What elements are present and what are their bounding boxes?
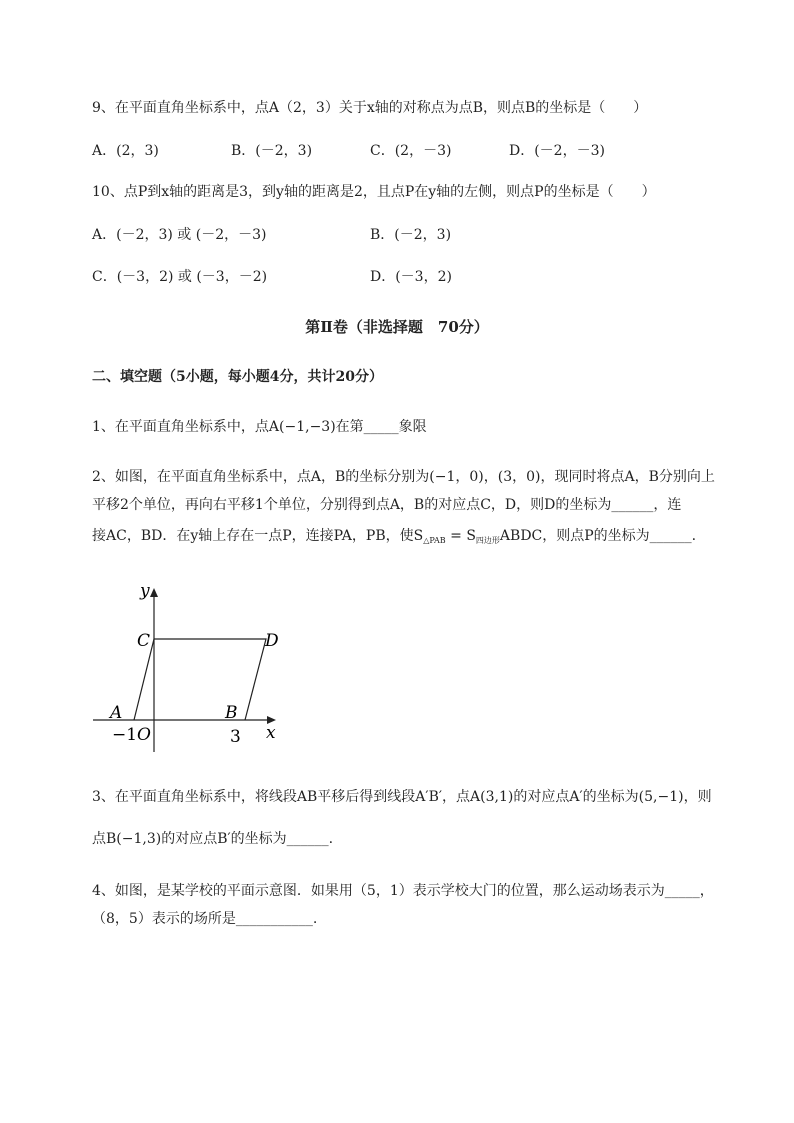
- fill-q4-line2: （8，5）表示的场所是___________.: [92, 911, 318, 927]
- area-subscript-quadrilateral: 四边形: [475, 536, 500, 545]
- tick-label-3: 3: [230, 727, 241, 747]
- q10-option-a: A．(－2，3) 或 (－2，－3): [92, 227, 267, 243]
- area-subscript-triangle: △PAB: [423, 536, 446, 545]
- point-label-b: B: [225, 703, 238, 723]
- q9-option-b: B．(－2，3): [231, 143, 313, 159]
- q9-stem: 9、在平面直角坐标系中，点A（2，3）关于x轴的对称点为点B，则点B的坐标是（ ）: [92, 100, 648, 116]
- point-label-d: D: [265, 631, 279, 651]
- q9-option-a: A．(2，3): [92, 143, 159, 159]
- q10-option-c: C．(－3，2) 或 (－3，－2): [92, 269, 268, 285]
- point-label-a: A: [110, 703, 123, 723]
- y-axis-arrow: [150, 588, 158, 597]
- fill-q1: 1、在平面直角坐标系中，点A(−1,−3)在第_____象限: [92, 419, 427, 435]
- fill-q2-line1: 2、如图，在平面直角坐标系中，点A，B的坐标分别为(−1，0)，(3，0)，现同时将点A，B分别向上: [92, 469, 715, 485]
- section-title: 第Ⅱ卷（非选择题 70分）: [305, 318, 489, 336]
- fill-heading: 二、填空题（5小题，每小题4分，共计20分）: [92, 369, 383, 385]
- fill-q2-line3-part-b: = S: [445, 528, 476, 544]
- x-axis-label: x: [266, 723, 276, 743]
- y-axis-label: y: [140, 581, 150, 601]
- origin-label: O: [137, 725, 151, 745]
- fill-q2-line3-part-a: 接AC，BD．在y轴上存在一点P，连接PA，PB，使S: [92, 528, 424, 544]
- fill-q3-line1: 3、在平面直角坐标系中，将线段AB平移后得到线段A′B′，点A(3,1)的对应点A′的坐标为(5,−1)，则: [92, 789, 712, 805]
- fill-q2-line3: [92, 526, 696, 551]
- q10-option-d: D．(－3，2): [370, 269, 452, 285]
- coordinate-figure: [90, 580, 290, 760]
- q9-option-d: D．(－2，－3): [509, 143, 605, 159]
- point-label-c: C: [137, 631, 151, 651]
- q9-option-c: C．(2，－3): [370, 143, 452, 159]
- fill-q4-line1: 4、如图，是某学校的平面示意图．如果用（5，1）表示学校大门的位置，那么运动场表示为_____，: [92, 883, 714, 899]
- fill-q2-line3-part-c: ABDC，则点P的坐标为______.: [499, 528, 697, 544]
- tick-label-minus1: −1: [112, 725, 138, 745]
- q10-stem: 10、点P到x轴的距离是3，到y轴的距离是2，且点P在y轴的左侧，则点P的坐标是（ ）: [92, 184, 656, 200]
- fill-q2-line2: 平移2个单位，再向右平移1个单位，分别得到点A，B的对应点C，D，则D的坐标为______，连: [92, 497, 682, 513]
- q10-option-b: B．(－2，3): [370, 227, 452, 243]
- fill-q3-line2: 点B(−1,3)的对应点B′的坐标为______.: [92, 831, 334, 847]
